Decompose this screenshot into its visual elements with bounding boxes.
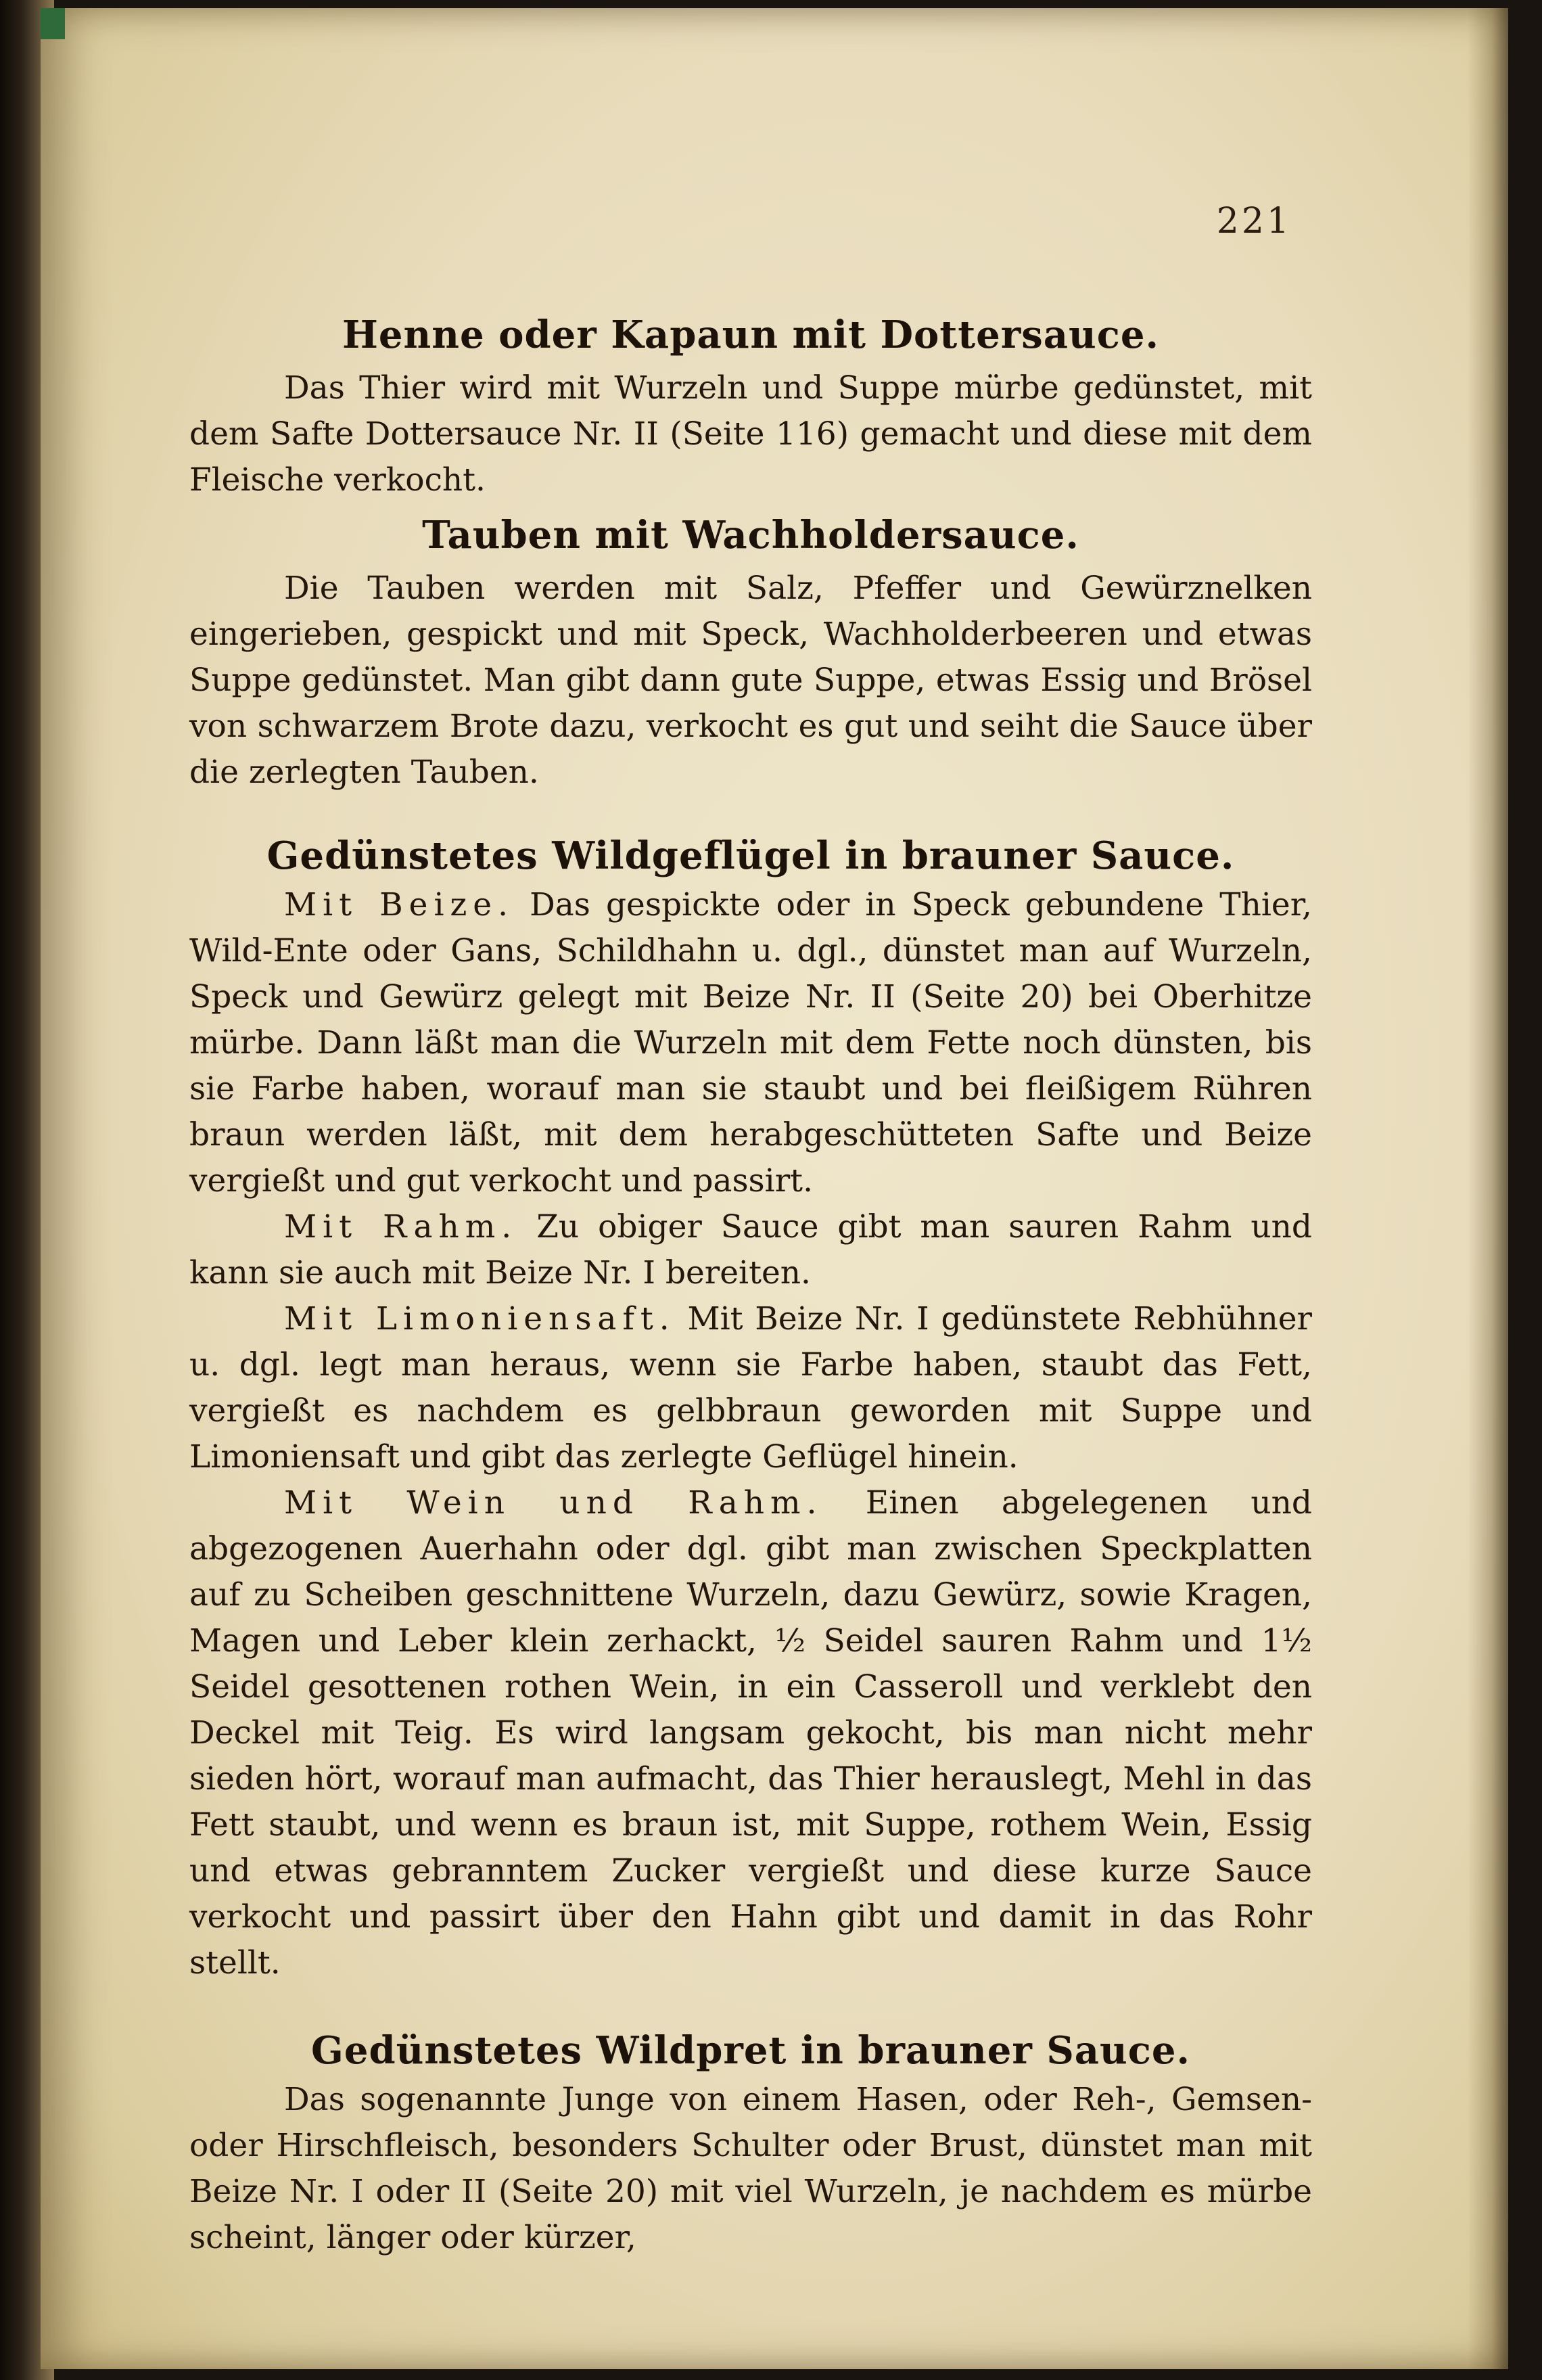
paragraph (189, 1480, 1312, 1986)
paragraph-lead: Mit Wein und Rahm. (284, 1484, 823, 1521)
paragraph (189, 1296, 1312, 1480)
page-number: 221 (1216, 201, 1292, 242)
paragraph (189, 2077, 1312, 2261)
book-page (41, 8, 1508, 2369)
color-calibration-strip (41, 8, 65, 39)
section-heading: Gedünstetes Wildpret in brauner Sauce. (311, 2028, 1190, 2073)
paragraph (189, 365, 1312, 503)
page-edge-shadow (1468, 8, 1508, 2369)
paragraph-lead: Mit Rahm. (284, 1208, 518, 1245)
paragraph-text: Die Tauben werden mit Salz, Pfeffer und Gewürznelken eingerieben, gespickt und mit Speck, Wachholderbeeren und etwas Suppe gedünstet. Man gibt dann gute Suppe, etwas Essig und Brösel von schwarzem Brote dazu, verkocht es gut und seiht die Sauce über die zerlegten Tauben. (189, 570, 1312, 791)
paragraph-text: Das gespickte oder in Speck gebundene Thier, Wild-Ente oder Gans, Schildhahn u. dgl., dünstet man auf Wurzeln, Speck und Gewürz gelegt mit Beize Nr. II (Seite 20) bei Oberhitze mürbe. Dann läßt man die Wurzeln mit dem Fette noch dünsten, bis sie Farbe haben, worauf man sie staubt und bei fleißigem Rühren braun werden läßt, mit dem herabgeschütteten Safte und Beize vergießt und gut verkocht und passirt. (189, 886, 1312, 1199)
paragraph-text: Einen abgelegenen und abgezogenen Auerhahn oder dgl. gibt man zwischen Speckplatten auf zu Scheiben geschnittene Wurzeln, dazu Gewürz, sowie Kragen, Magen und Leber klein zerhackt, ½ Seidel sauren Rahm und 1½ Seidel gesottenen rothen Wein, in ein Casseroll und verklebt den Deckel mit Teig. Es wird langsam gekocht, bis man nicht mehr sieden hört, worauf man aufmacht, das Thier herauslegt, Mehl in das Fett staubt, und wenn es braun ist, mit Suppe, rothem Wein, Essig und etwas gebranntem Zucker vergießt und diese kurze Sauce verkocht und passirt über den Hahn gibt und damit in das Rohr stellt. (189, 1484, 1312, 1982)
paragraph-lead: Mit Limoniensaft. (284, 1300, 676, 1337)
section-heading: Gedünstetes Wildgeflügel in brauner Sauce. (266, 833, 1235, 878)
paragraph-text: Das sogenannte Junge von einem Hasen, oder Reh-, Gemsen- oder Hirschfleisch, besonders Schulter oder Brust, dünstet man mit Beize Nr. I oder II (Seite 20) mit viel Wurzeln, je nachdem es mürbe scheint, länger oder kürzer, (189, 2081, 1312, 2256)
section-heading: Henne oder Kapaun mit Dottersauce. (342, 313, 1159, 357)
paragraph-text: Mit Beize Nr. I gedünstete Rebhühner u. dgl. legt man heraus, wenn sie Farbe haben, staubt das Fett, vergießt es nachdem es gelbbraun geworden mit Suppe und Limoniensaft und gibt das zerlegte Geflügel hinein. (189, 1300, 1312, 1475)
page-content (189, 184, 1312, 2261)
paragraph-text: Das Thier wird mit Wurzeln und Suppe mürbe gedünstet, mit dem Safte Dottersauce Nr. II (Seite 116) gemacht und diese mit dem Fleische verkocht. (189, 369, 1312, 499)
paragraph (189, 566, 1312, 796)
paragraph-text: Zu obiger Sauce gibt man sauren Rahm und kann sie auch mit Beize Nr. I bereiten. (189, 1208, 1312, 1291)
paragraph (189, 1204, 1312, 1296)
paragraph (189, 882, 1312, 1204)
section-heading: Tauben mit Wachholdersauce. (422, 513, 1079, 557)
paragraph-lead: Mit Beize. (284, 886, 515, 923)
